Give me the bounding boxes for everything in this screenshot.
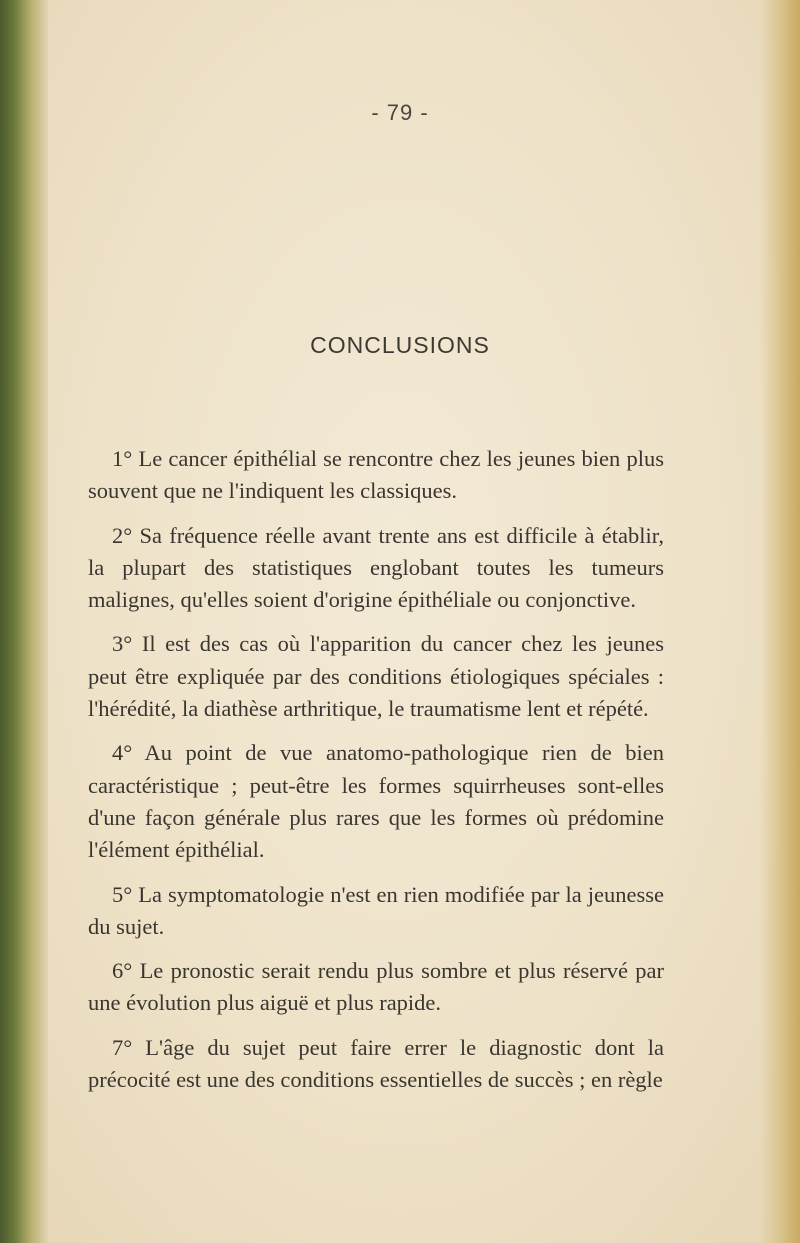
page-edge-shadow <box>760 0 800 1243</box>
section-heading: CONCLUSIONS <box>310 332 490 358</box>
conclusion-item: 6° Le pronostic serait rendu plus sombre et plus réservé par une évolution plus aiguë et plus rapide. <box>88 958 664 1016</box>
conclusions-list <box>88 443 664 1108</box>
conclusion-item: 3° Il est des cas où l'apparition du cancer chez les jeunes peut être expliquée par des conditions étiologiques spéciales : l'hérédité, la diathèse arthritique, le traumatisme lent et répété. <box>88 631 664 722</box>
conclusion-item: 7° L'âge du sujet peut faire errer le diagnostic dont la précocité est une des conditions essentielles de succès ; en règle <box>88 1034 664 1093</box>
conclusion-item: 5° La symptomatologie n'est en rien modifiée par la jeunesse du sujet. <box>88 881 664 939</box>
conclusion-item: 1° Le cancer épithélial se rencontre chez les jeunes bien plus souvent que ne l'indiquent les classiques. <box>88 446 664 504</box>
page-number: - 79 - <box>371 100 429 125</box>
conclusion-item: 4° Au point de vue anatomo-pathologique rien de bien caractéristique ; peut-être les formes squirrheuses sont-elles d'une façon générale plus rares que les formes où prédomine l'élément épithélial. <box>88 740 664 863</box>
book-binding-edge <box>0 0 48 1243</box>
conclusion-item: 2° Sa fréquence réelle avant trente ans est difficile à établir, la plupart des statistiques englobant toutes les tumeurs malignes, qu'elles soient d'origine épithéliale ou conjonctive. <box>88 522 664 613</box>
